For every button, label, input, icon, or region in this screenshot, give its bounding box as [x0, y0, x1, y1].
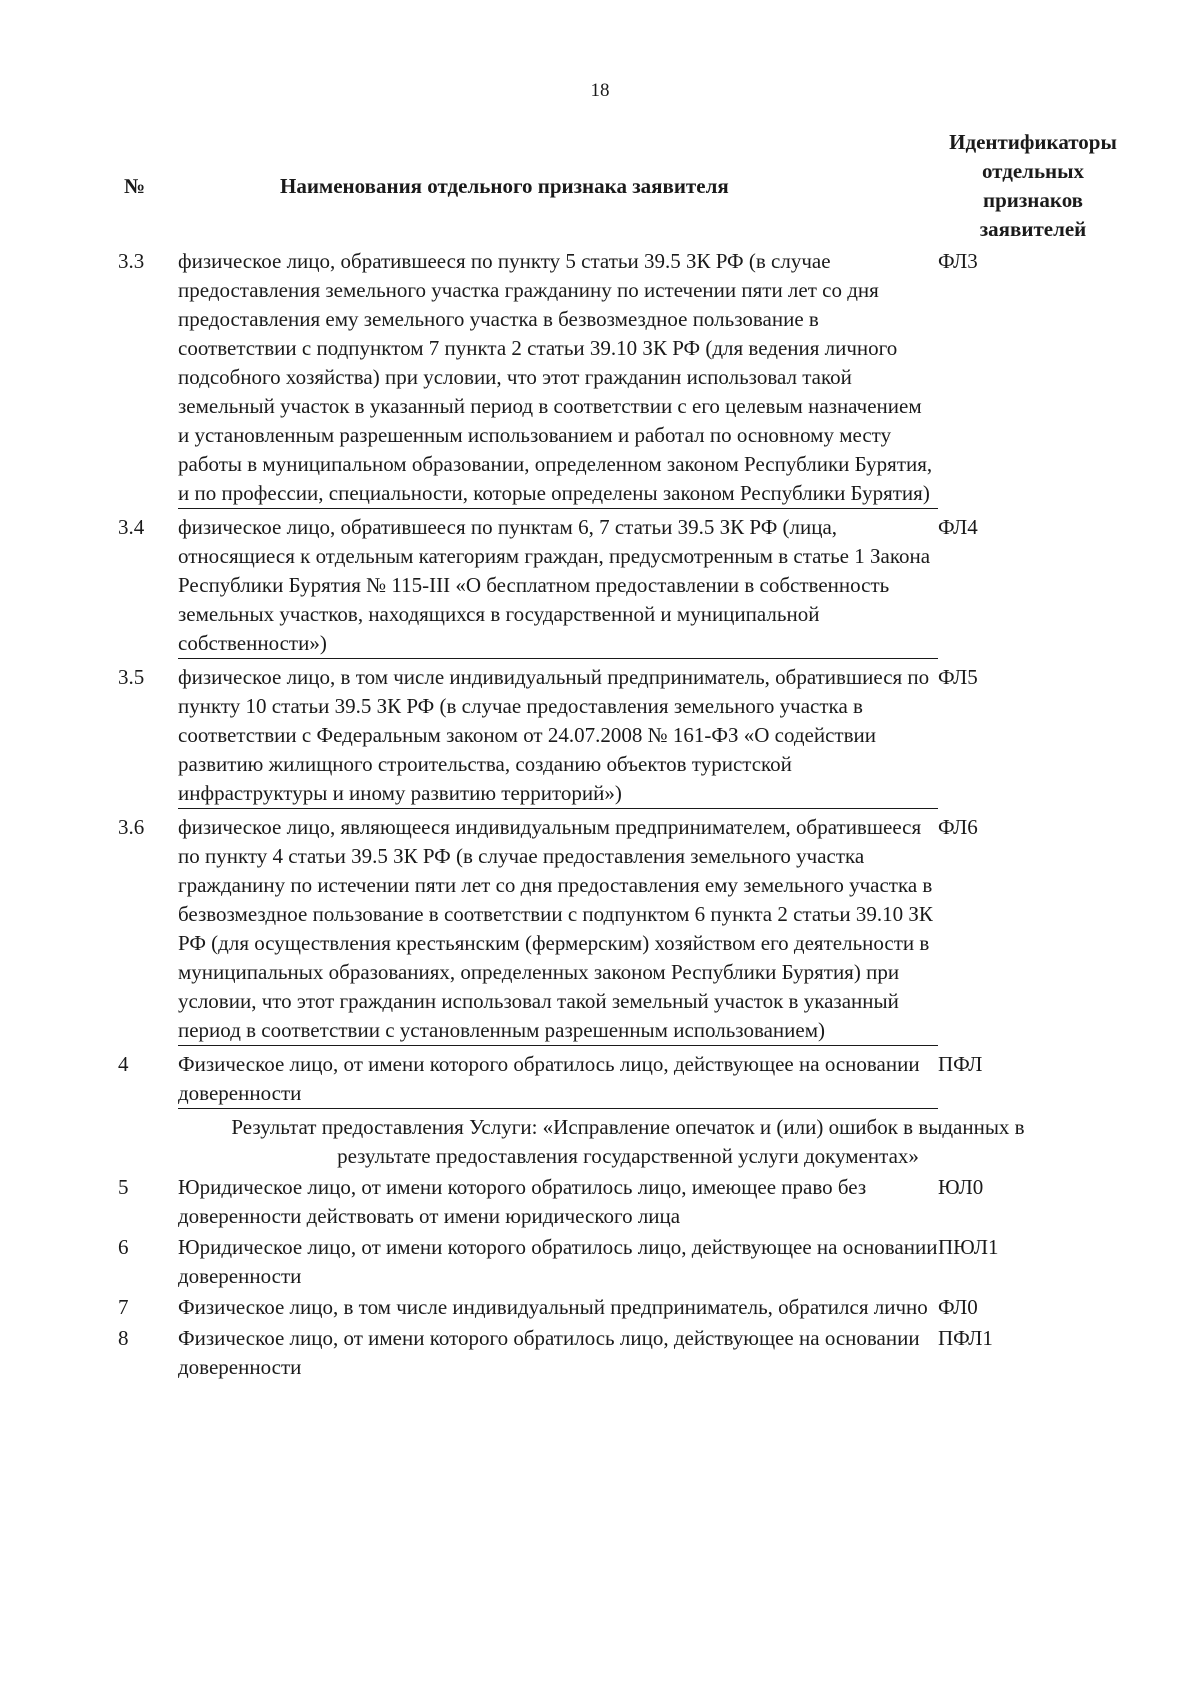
row-identifier: ПФЛ1 [938, 1326, 993, 1350]
row-identifier: ЮЛ0 [938, 1175, 984, 1199]
row-identifier: ФЛ0 [938, 1295, 978, 1319]
page-number: 18 [590, 80, 610, 101]
row-description: Юридическое лицо, от имени которого обратилось лицо, действующее на основании доверенности [178, 1235, 938, 1288]
table-row [118, 1293, 1138, 1322]
header-identifiers [928, 128, 1138, 244]
row-number: 7 [118, 1295, 129, 1319]
table-row [118, 247, 1138, 509]
row-number: 5 [118, 1175, 129, 1199]
row-number: 3.4 [118, 515, 145, 539]
row-description: физическое лицо, в том числе индивидуальный предприниматель, обратившиеся по пункту 10 статьи 39.5 ЗК РФ (в случае предоставления земельного участка в соответствии с Федеральным законом от 24.07.2008 № 161-ФЗ «О содействии развитию жилищного строительства, созданию объектов туристской инфраструктуры и иному развитию территорий») [178, 663, 938, 809]
row-number: 8 [118, 1326, 129, 1350]
table-body [118, 247, 1138, 1384]
header-identifiers-line: заявителей [979, 217, 1087, 241]
row-description: Физическое лицо, в том числе индивидуальный предприниматель, обратился лично [178, 1295, 928, 1319]
header-name: Наименования отдельного признака заявителя [280, 174, 729, 198]
row-description: физическое лицо, обратившееся по пунктам 6, 7 статьи 39.5 ЗК РФ (лица, относящиеся к отдельным категориям граждан, предусмотренным в статье 1 Закона Республики Бурятия № 115-III «О бесплатном предоставлении в собственность земельных участков, находящихся в государственной и муниципальной собственности») [178, 513, 938, 659]
row-number: 3.5 [118, 665, 145, 689]
row-description: Физическое лицо, от имени которого обратилось лицо, действующее на основании доверенности [178, 1050, 938, 1109]
table-row [118, 1233, 1138, 1291]
header-number: № [124, 174, 146, 198]
row-description: физическое лицо, обратившееся по пункту 5 статьи 39.5 ЗК РФ (в случае предоставления земельного участка гражданину по истечении пяти лет со дня предоставления ему земельного участка в безвозмездное пользование в соответствии с подпунктом 7 пункта 2 статьи 39.10 ЗК РФ (для ведения личного подсобного хозяйства) при условии, что этот гражданин использовал такой земельный участок в указанный период в соответствии с его целевым назначением и установленным разрешенным использованием и работал по основному месту работы в муниципальном образовании, определенном законом Республики Бурятия, и по профессии, специальности, которые определены законом Республики Бурятия) [178, 247, 938, 509]
row-identifier: ПЮЛ1 [938, 1235, 999, 1259]
section-title [118, 1113, 1138, 1171]
row-number: 6 [118, 1235, 129, 1259]
section-title-line: результате предоставления государственной услуги документах» [337, 1144, 919, 1168]
row-description: Физическое лицо, от имени которого обратилось лицо, действующее на основании доверенности [178, 1326, 920, 1379]
section-title-line: Результат предоставления Услуги: «Исправление опечаток и (или) ошибок в выданных в [231, 1115, 1025, 1139]
table-row [118, 513, 1138, 659]
table-row [118, 1324, 1138, 1382]
row-number: 3.3 [118, 249, 145, 273]
row-description: физическое лицо, являющееся индивидуальным предпринимателем, обратившееся по пункту 4 статьи 39.5 ЗК РФ (в случае предоставления земельного участка гражданину по истечении пяти лет со дня предоставления ему земельного участка в безвозмездное пользование в соответствии с подпунктом 6 пункта 2 статьи 39.10 ЗК РФ (для осуществления крестьянским (фермерским) хозяйством его деятельности в муниципальных образованиях, определенных законом Республики Бурятия) при условии, что этот гражданин использовал такой земельный участок в указанный период в соответствии с установленным разрешенным использованием) [178, 813, 938, 1046]
row-identifier: ФЛ5 [938, 665, 978, 689]
header-identifiers-line: отдельных [981, 159, 1085, 183]
row-description: Юридическое лицо, от имени которого обратилось лицо, имеющее право без доверенности действовать от имени юридического лица [178, 1175, 867, 1228]
row-identifier: ФЛ6 [938, 815, 978, 839]
row-identifier: ПФЛ [938, 1052, 983, 1076]
table-row [118, 663, 1138, 809]
row-identifier: ФЛ3 [938, 249, 978, 273]
header-identifiers-line: Идентификаторы [949, 130, 1117, 154]
table-row [118, 1173, 1138, 1231]
header-identifiers-line: признаков [982, 188, 1084, 212]
row-number: 3.6 [118, 815, 145, 839]
row-number: 4 [118, 1052, 129, 1076]
table-header [118, 128, 1138, 246]
table-row [118, 1050, 1138, 1109]
row-identifier: ФЛ4 [938, 515, 978, 539]
table-row [118, 813, 1138, 1046]
